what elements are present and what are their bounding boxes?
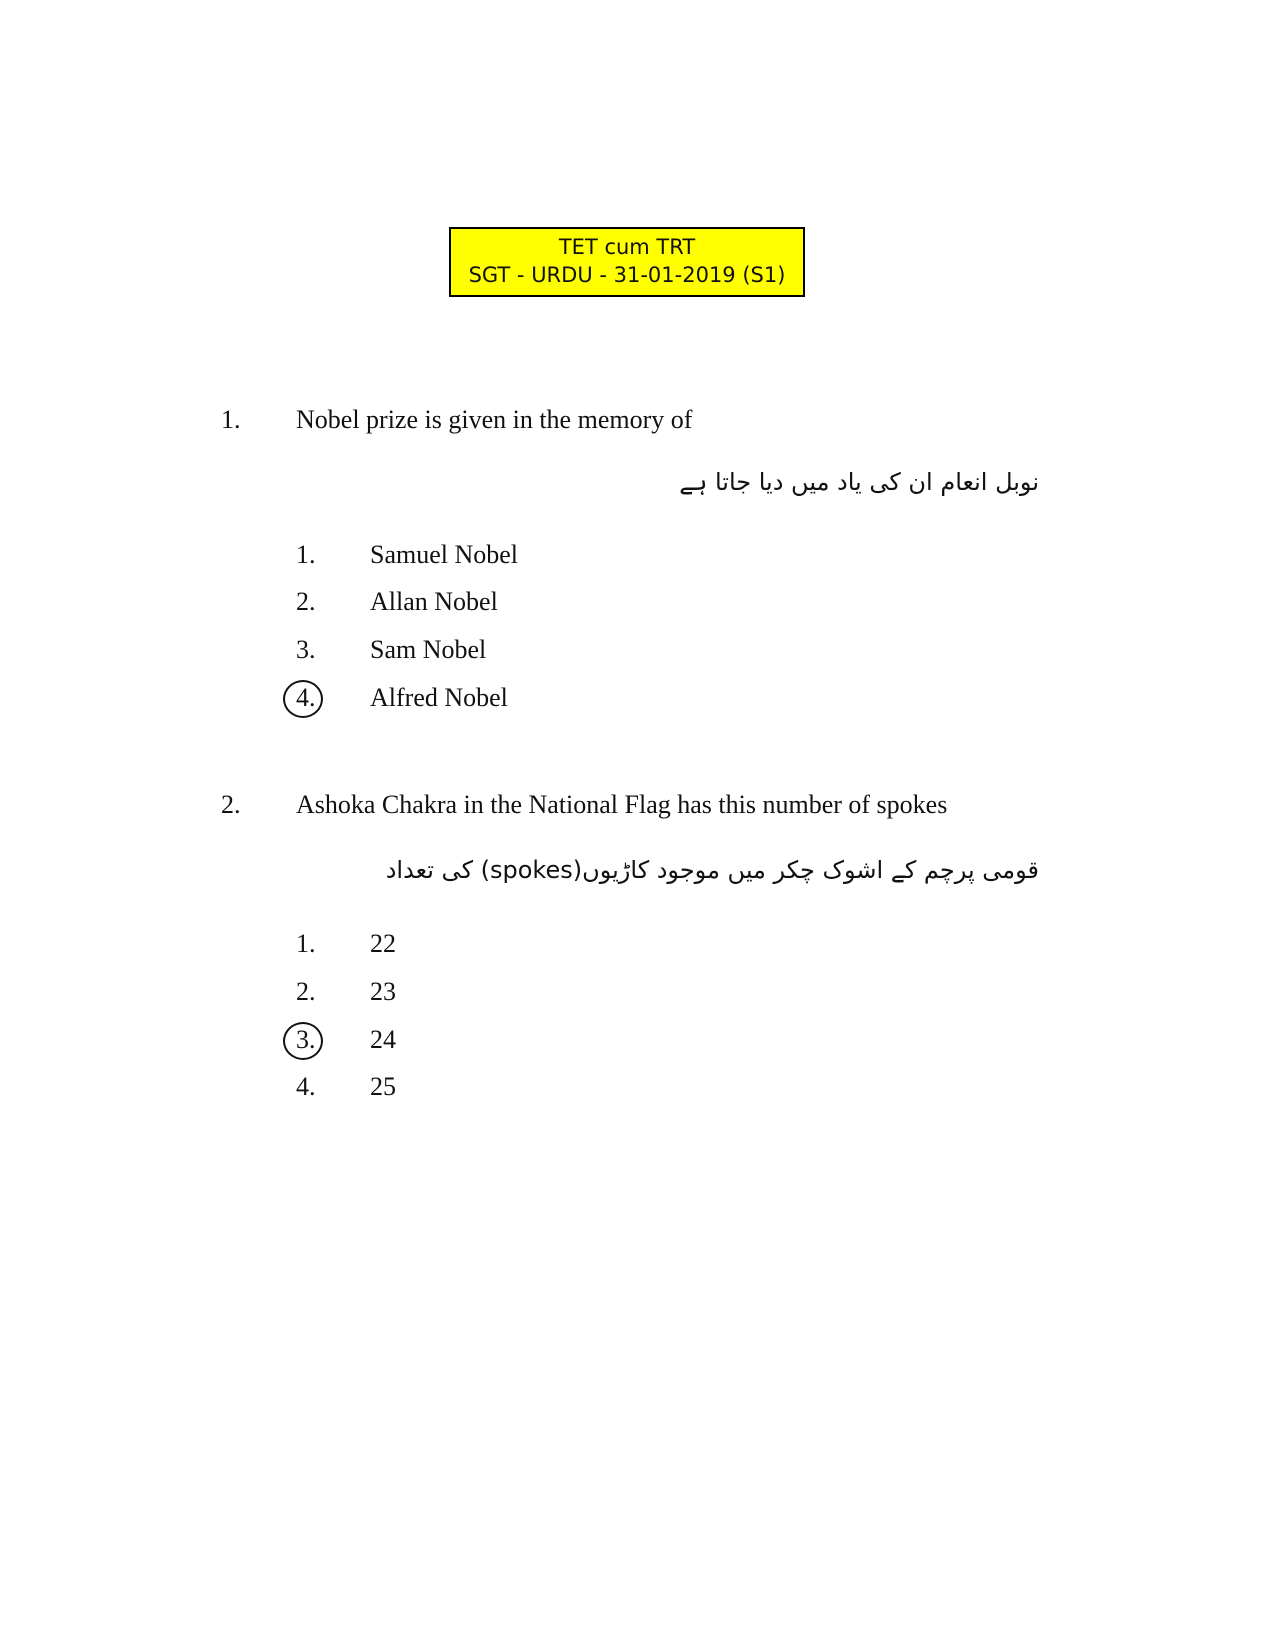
- question-text-urdu: قومی پرچم کے اشوک چکر میں موجود کاڑیوں(spokes) کی تعداد: [385, 856, 1039, 884]
- option-number: 2.: [296, 587, 316, 616]
- option-text: 25: [370, 1072, 396, 1101]
- option-text: Samuel Nobel: [370, 540, 519, 569]
- option-number: 4.: [296, 1072, 316, 1101]
- exam-title-line1: TET cum TRT: [558, 235, 696, 259]
- option-number: 3.: [296, 635, 316, 664]
- question-number: 2.: [221, 790, 241, 819]
- question-text-urdu: نوبل انعام ان کی یاد میں دیا جاتا ہے: [679, 468, 1039, 496]
- option-text: Allan Nobel: [370, 587, 498, 616]
- option-number: 2.: [296, 977, 316, 1006]
- option-text: Sam Nobel: [370, 635, 487, 664]
- option-text: 22: [370, 929, 396, 958]
- question-text-english: Ashoka Chakra in the National Flag has this number of spokes: [296, 790, 948, 819]
- question-number: 1.: [221, 405, 241, 434]
- option-number: 1.: [296, 929, 316, 958]
- question-text-english: Nobel prize is given in the memory of: [296, 405, 693, 434]
- option-text: 23: [370, 977, 396, 1006]
- option-number: 1.: [296, 540, 316, 569]
- option-text: Alfred Nobel: [370, 683, 508, 712]
- exam-title-box: [449, 227, 805, 297]
- option-number: 3.: [296, 1025, 316, 1054]
- option-text: 24: [370, 1025, 396, 1054]
- exam-title-line2: SGT - URDU - 31-01-2019 (S1): [468, 263, 786, 287]
- option-number: 4.: [296, 683, 316, 712]
